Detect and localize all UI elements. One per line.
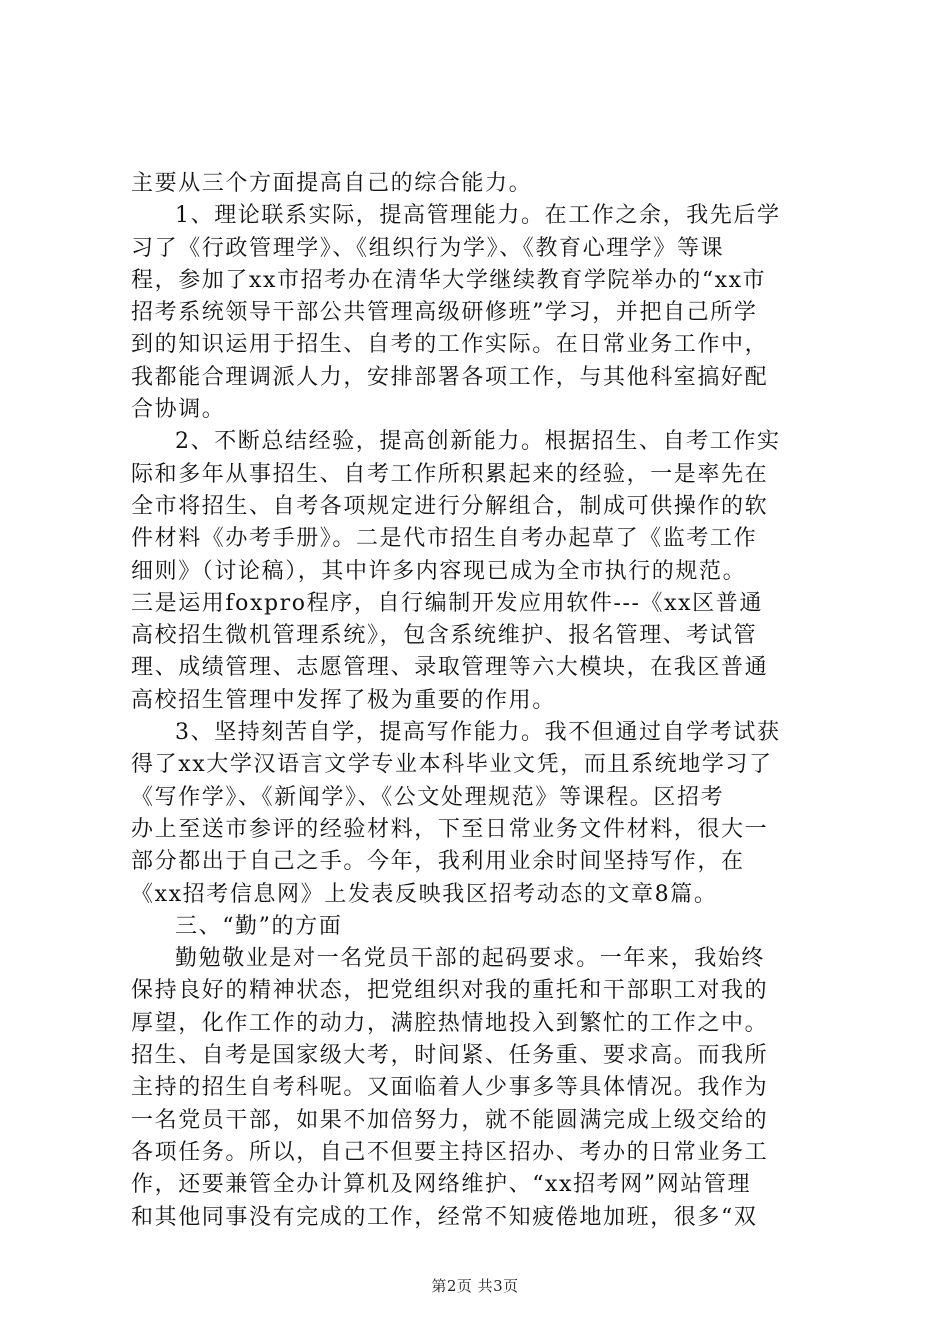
text-line: 三、“勤”的方面 xyxy=(175,913,343,939)
text-line: 办上至送市参评的经验材料，下至日常业务文件材料，很大一 xyxy=(131,816,769,842)
text-line: 《写作学》、《新闻学》、《公文处理规范》等课程。区招考 xyxy=(131,784,725,810)
text-line: 我都能合理调派人力，安排部署各项工作，与其他科室搞好配 xyxy=(131,364,769,390)
text-line: 件材料《办考手册》。二是代市招生自考办起草了《监考工作 xyxy=(131,526,758,552)
text-line: 厚望，化作工作的动力，满腔热情地投入到繁忙的工作之中。 xyxy=(131,1010,769,1036)
text-line: 到的知识运用于招生、自考的工作实际。在日常业务工作中， xyxy=(131,332,769,358)
text-line: 2、不断总结经验，提高创新能力。根据招生、自考工作实 xyxy=(175,429,781,455)
text-line: 招考系统领导干部公共管理高级研修班”学习，并把自己所学 xyxy=(131,300,758,326)
text-line: 得了xx大学汉语言文学专业本科毕业文凭，而且系统地学习了 xyxy=(131,752,773,778)
text-line: 际和多年从事招生、自考工作所积累起来的经验，一是率先在 xyxy=(131,461,769,487)
text-line: 勤勉敬业是对一名党员干部的起码要求。一年来，我始终 xyxy=(175,946,766,972)
text-line: 主持的招生自考科呢。又面临着人少事多等具体情况。我作为 xyxy=(131,1075,769,1101)
document-body xyxy=(131,168,821,1234)
text-line: 三是运用foxpro程序，自行编制开发应用软件---《xx区普通 xyxy=(131,590,763,616)
text-line: 理、成绩管理、志愿管理、录取管理等六大模块，在我区普通 xyxy=(131,655,769,681)
text-line: 《xx招考信息网》上发表反映我区招考动态的文章8篇。 xyxy=(131,881,718,907)
text-line: 习了《行政管理学》、《组织行为学》、《教育心理学》等课 xyxy=(131,235,725,261)
text-line: 程，参加了xx市招考办在清华大学继续教育学院举办的“xx市 xyxy=(131,267,767,293)
text-line: 和其他同事没有完成的工作，经常不知疲倦地加班，很多“双 xyxy=(131,1204,758,1230)
text-line: 合协调。 xyxy=(131,397,226,423)
page-number-footer: 第2页 共3页 xyxy=(431,1277,519,1295)
text-line: 招生、自考是国家级大考，时间紧、任务重、要求高。而我所 xyxy=(131,1043,769,1069)
text-line: 高校招生管理中发挥了极为重要的作用。 xyxy=(131,687,556,713)
text-line: 主要从三个方面提高自己的综合能力。 xyxy=(131,171,533,196)
text-line: 3、坚持刻苦自学，提高写作能力。我不但通过自学考试获 xyxy=(175,720,781,746)
text-line: 细则》（讨论稿），其中许多内容现已成为全市执行的规范。 xyxy=(131,558,747,584)
text-line: 1、理论联系实际，提高管理能力。在工作之余，我先后学 xyxy=(175,203,781,229)
text-line: 高校招生微机管理系统》，包含系统维护、报名管理、考试管 xyxy=(131,623,758,649)
text-line: 保持良好的精神状态，把党组织对我的重托和干部职工对我的 xyxy=(131,978,769,1004)
text-line: 各项任务。所以，自己不但要主持区招办、考办的日常业务工 xyxy=(131,1139,769,1165)
text-line: 全市将招生、自考各项规定进行分解组合，制成可供操作的软 xyxy=(131,493,769,519)
text-line: 作，还要兼管全办计算机及网络维护、“xx招考网”网站管理 xyxy=(131,1172,752,1198)
text-line: 一名党员干部，如果不加倍努力，就不能圆满完成上级交给的 xyxy=(131,1107,769,1133)
text-line: 部分都出于自己之手。今年，我利用业余时间坚持写作，在 xyxy=(131,849,745,875)
